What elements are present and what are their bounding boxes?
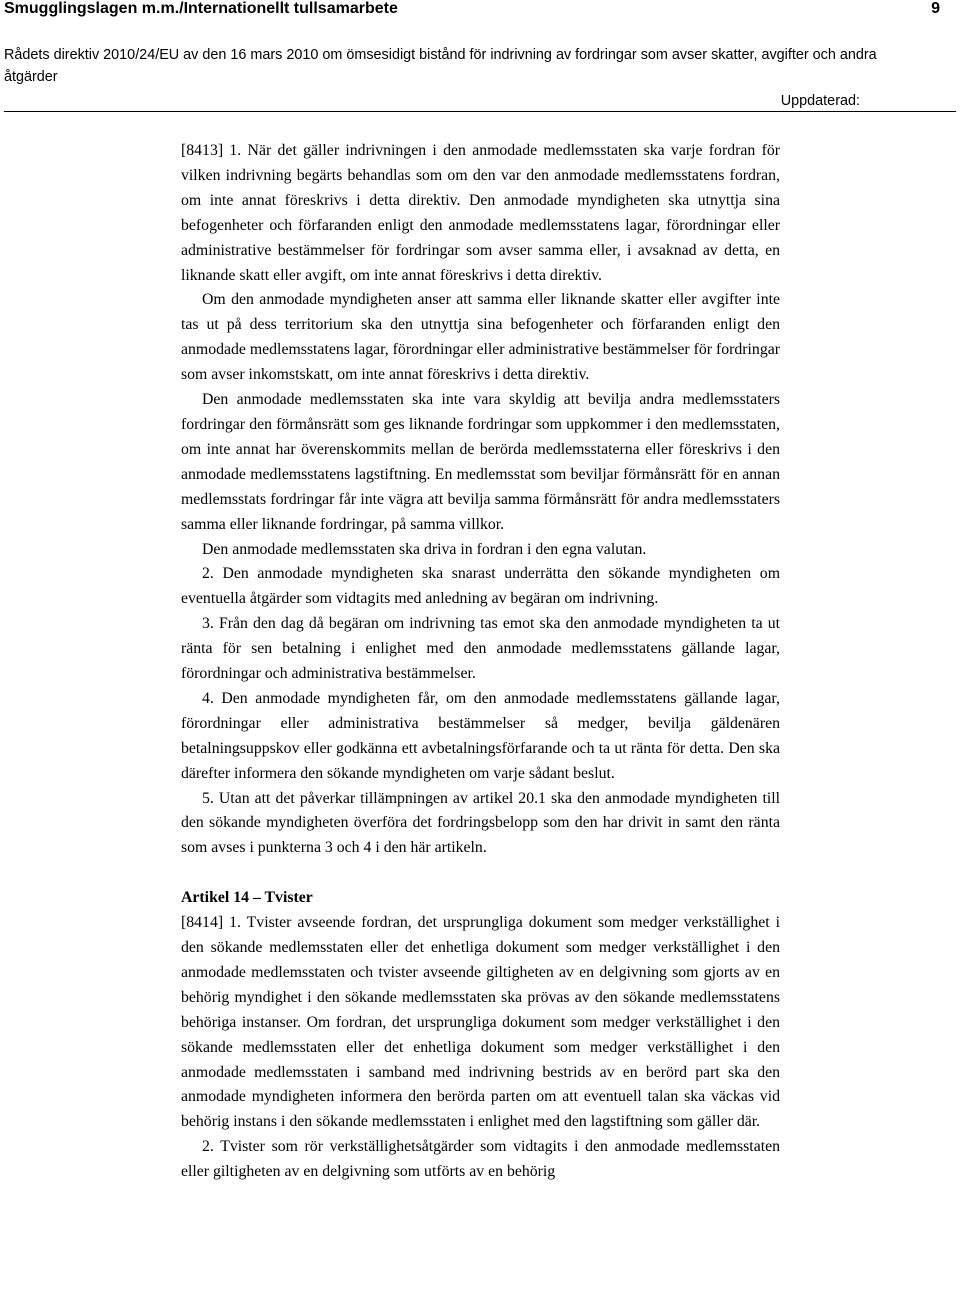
paragraph-point-3: 3. Från den dag då begäran om indrivning tas emot ska den anmodade myndigheten ta ut ränta för sen betalning i enlighet med den anmodade medlemsstatens gällande lagar, förordningar och administrativa bestämmelser. bbox=[181, 615, 780, 683]
paragraph-8413-1: [8413] 1. När det gäller indrivningen i den anmodade medlemsstaten ska varje fordran för vilken indrivning begärts behandlas som om den var den anmodade medlemsstatens fordran, om inte annat föreskrivs i detta direktiv. Den anmodade myndigheten ska utnyttja sina befogenheter och förfaranden enligt den anmodade medlemsstatens lagar, förordningar eller administrative bestämmelser för fordringar som avser samma eller, i avsaknad av detta, en liknande skatt eller avgift, om inte annat föreskrivs i detta direktiv. bbox=[181, 142, 780, 284]
header-divider bbox=[4, 111, 956, 112]
paragraph-point-2: 2. Den anmodade myndigheten ska snarast underrätta den sökande myndigheten om eventuella åtgärder som vidtagits med anledning av begäran om indrivning. bbox=[181, 565, 780, 608]
paragraph-point-5: 5. Utan att det påverkar tillämpningen av artikel 20.1 ska den anmodade myndigheten till den sökande myndigheten överföra det fordringsbelopp som den har drivit in samt den ränta som avses i punkterna 3 och 4 i den här artikeln. bbox=[181, 789, 780, 857]
paragraph-8414-1: [8414] 1. Tvister avseende fordran, det ursprungliga dokument som medger verkställighet i den sökande medlemsstaten eller det enhetliga dokument som medger verkställighet i den anmodade medlemsstaten och tvister avseende giltigheten av en delgivning som gjorts av en behörig myndighet i den sökande medlemsstaten ska prövas av den sökande medlemsstatens behöriga instanser. Om fordran, det ursprungliga dokument som medger verkställighet i den sökande medlemsstaten eller det enhetliga dokument som medger verkställighet i den anmodade medlemsstaten i samband med indrivning bestrids av en berörd part ska den anmodade myndigheten informera den berörda parten om att eventuell talan ska väckas vid behörig instans i den sökande medlemsstaten i enlighet med den lagstiftning som gäller där. bbox=[181, 914, 780, 1131]
paragraph-point-4: 4. Den anmodade myndigheten får, om den anmodade medlemsstatens gällande lagar, förordningar eller administrativa bestämmelser så medger, bevilja gäldenären betalningsuppskov eller godkänna ett avbetalningsförfarande och ta ut ränta för detta. Den ska därefter informera den sökande myndigheten om varje sådant beslut. bbox=[181, 689, 780, 782]
paragraph-point-2: 2. Tvister som rör verkställighetsåtgärder som vidtagits i den anmodade medlemsstaten eller giltigheten av en delgivning som utförts av en behörig bbox=[181, 1138, 780, 1181]
page-number: 9 bbox=[931, 0, 940, 17]
document-subtitle: Rådets direktiv 2010/24/EU av den 16 mars 2010 om ömsesidigt bistånd för indrivning av fordringar som avser skatter, avgifter och andra åtgärder bbox=[4, 47, 877, 85]
updated-label: Uppdaterad: bbox=[780, 93, 860, 109]
running-header-title: Smugglingslagen m.m./Internationellt tullsamarbete bbox=[4, 0, 398, 17]
document-body bbox=[181, 139, 780, 1185]
paragraph: Den anmodade medlemsstaten ska driva in fordran i den egna valutan. bbox=[202, 540, 647, 558]
paragraph: Om den anmodade myndigheten anser att samma eller liknande skatter eller avgifter inte tas ut på dess territorium ska den utnyttja sina befogenheter och förfaranden enligt den anmodade medlemsstatens lagar, förordningar eller administrative bestämmelser för fordringar som avser inkomstskatt, om inte annat föreskrivs i detta direktiv. bbox=[181, 291, 780, 384]
article-heading: Artikel 14 – Tvister bbox=[181, 889, 313, 907]
paragraph: Den anmodade medlemsstaten ska inte vara skyldig att bevilja andra medlemsstaters fordringar den förmånsrätt som ges liknande fordringar som uppkommer i den medlemsstaten, om inte annat har överenskommits mellan de berörda medlemsstaterna eller föreskrivs i den anmodade medlemsstatens lagstiftning. En medlemsstat som beviljar förmånsrätt för en annan medlemsstats fordringar får inte vägra att bevilja samma förmånsrätt för andra medlemsstaters samma eller liknande fordringar, på samma villkor. bbox=[181, 391, 780, 533]
